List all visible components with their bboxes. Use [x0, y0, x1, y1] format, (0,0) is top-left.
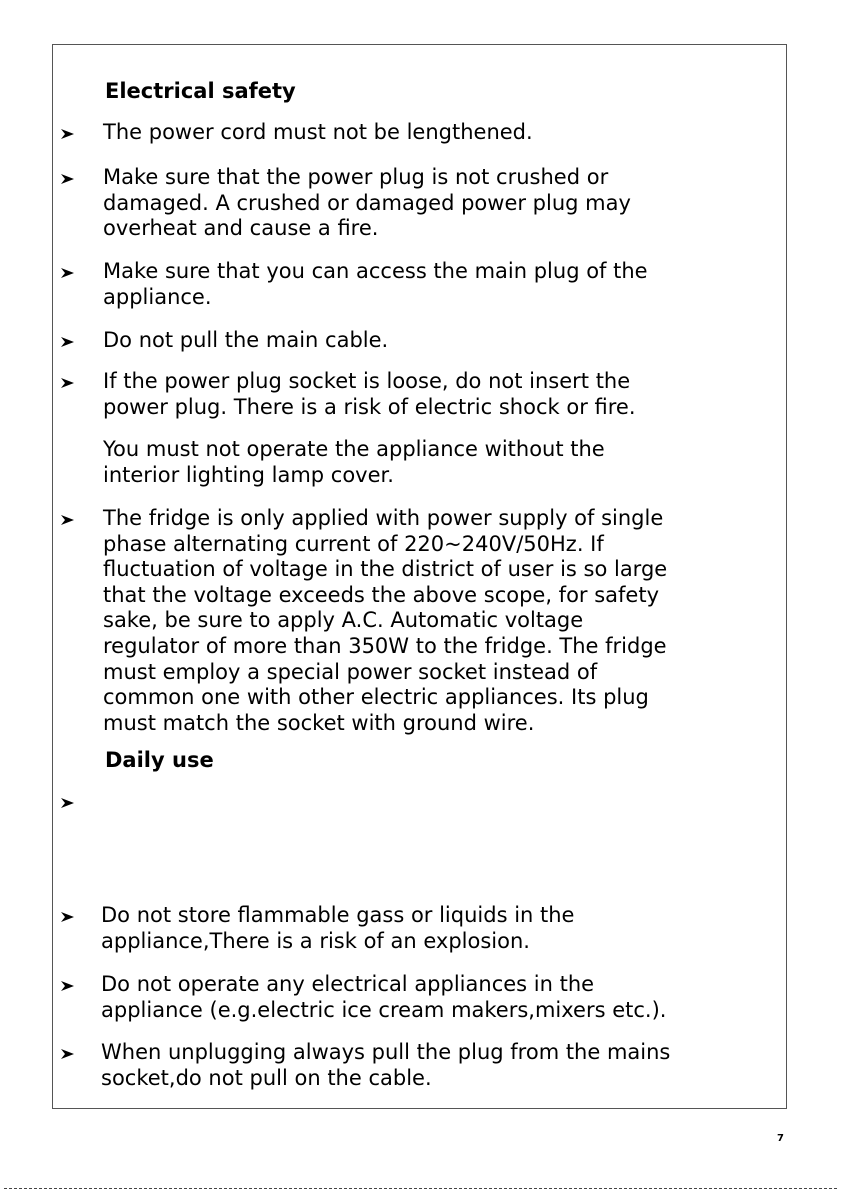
- list-item-text: You must not operate the appliance without the interior lighting lamp cover.: [103, 437, 605, 487]
- list-item-text: When unplugging always pull the plug from the mains socket,do not pull on the cable.: [101, 1040, 671, 1090]
- arrow-bullet-icon: [60, 1040, 78, 1066]
- list-item-text: The power cord must not be lengthened.: [103, 120, 533, 144]
- section-heading-electrical-safety: Electrical safety: [105, 79, 296, 103]
- section-heading-daily-use: Daily use: [105, 748, 214, 772]
- arrow-bullet-icon: [60, 789, 78, 815]
- list-item-text: Do not pull the main cable.: [103, 328, 389, 352]
- arrow-bullet-icon: [60, 506, 78, 532]
- list-item-text: Do not store flammable gass or liquids in the appliance,There is a risk of an explosion.: [101, 903, 575, 953]
- arrow-bullet-icon: [60, 903, 78, 929]
- list-item-text: Do not operate any electrical appliances in the appliance (e.g.electric ice cream makers,mixers etc.).: [101, 972, 667, 1022]
- page-number: 7: [777, 1133, 784, 1144]
- list-item-text: Make sure that you can access the main plug of the appliance.: [103, 259, 648, 309]
- arrow-bullet-icon: [60, 328, 78, 354]
- arrow-bullet-icon: [60, 972, 78, 998]
- list-item-text: If the power plug socket is loose, do not insert the power plug. There is a risk of electric shock or fire.: [103, 369, 636, 419]
- arrow-bullet-icon: [60, 120, 78, 146]
- page-edge-divider: [4, 1188, 837, 1189]
- list-item-text: The fridge is only applied with power supply of single phase alternating current of 220~240V/50Hz. If fluctuation of voltage in the district of user is so large that the voltage exceeds the above scope, for safety sake, be sure to apply A.C. Automatic voltage regulator of more than 350W to the fridge. The fridge must employ a special power socket instead of common one with other electric appliances. Its plug must match the socket with ground wire.: [103, 506, 668, 735]
- list-item-text: Make sure that the power plug is not crushed or damaged. A crushed or damaged power plug may overheat and cause a fire.: [103, 165, 631, 241]
- arrow-bullet-icon: [60, 369, 78, 395]
- arrow-bullet-icon: [60, 165, 78, 191]
- arrow-bullet-icon: [60, 259, 78, 285]
